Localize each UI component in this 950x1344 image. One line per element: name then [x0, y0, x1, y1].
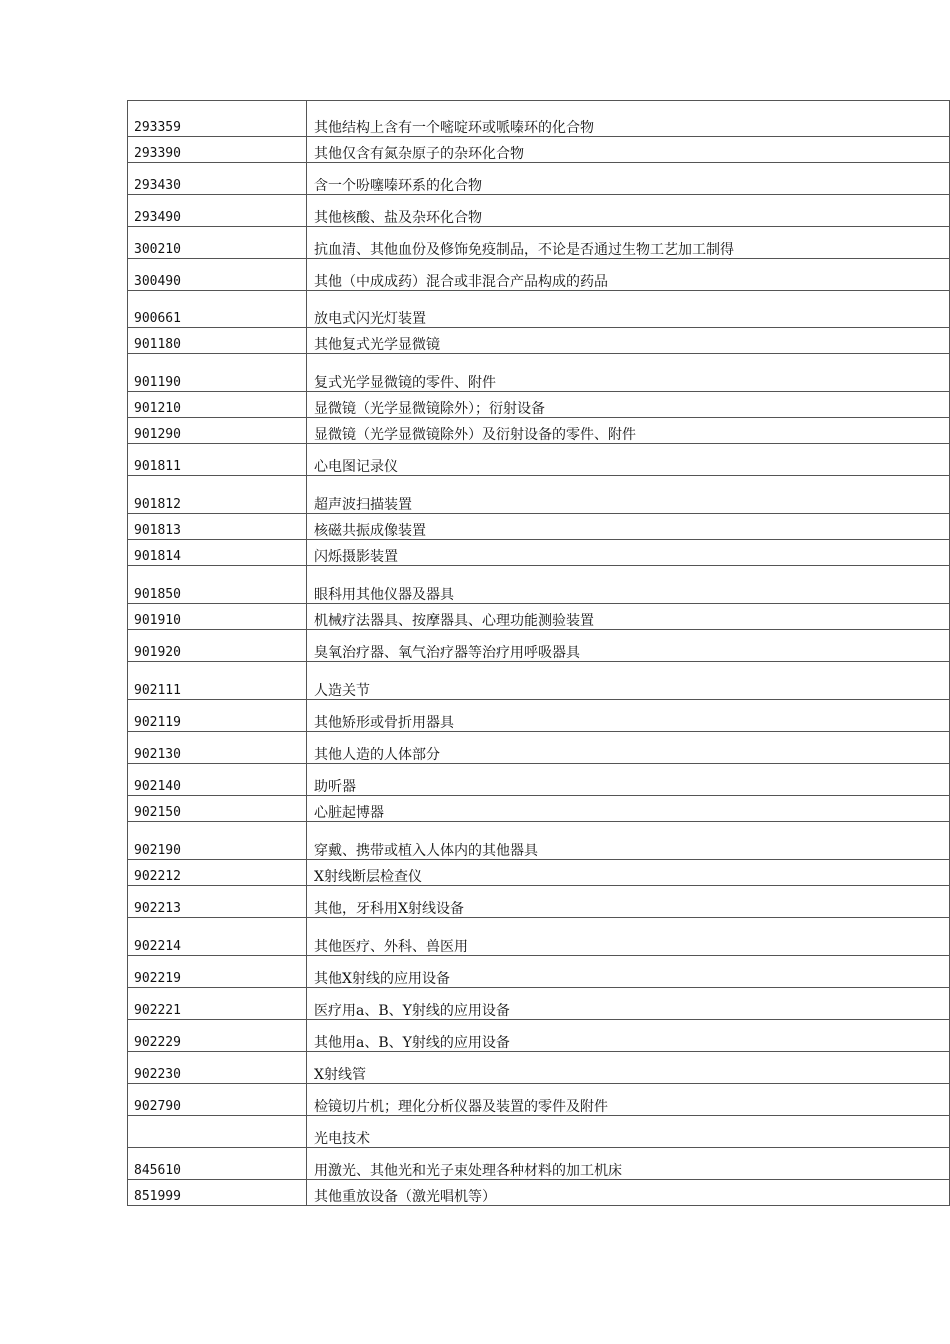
hs-code-cell: 901811	[128, 444, 307, 476]
description-cell: 其他（中成成药）混合或非混合产品构成的药品	[307, 259, 950, 291]
description-cell: 含一个吩噻嗪环系的化合物	[307, 163, 950, 195]
table-row	[128, 700, 950, 732]
hs-code-cell: 902229	[128, 1020, 307, 1052]
hs-code-cell: 902111	[128, 662, 307, 700]
description-cell: 核磁共振成像装置	[307, 514, 950, 540]
hs-code-cell: 902219	[128, 956, 307, 988]
table-row	[128, 328, 950, 354]
hs-code-cell: 300210	[128, 227, 307, 259]
table-row	[128, 918, 950, 956]
description-cell: 医疗用a、B、Y射线的应用设备	[307, 988, 950, 1020]
hs-code-cell: 901180	[128, 328, 307, 354]
table-row	[128, 137, 950, 163]
table-row	[128, 1084, 950, 1116]
table-row	[128, 796, 950, 822]
description-cell: 检镜切片机；理化分析仪器及装置的零件及附件	[307, 1084, 950, 1116]
description-cell: 显微镜（光学显微镜除外）及衍射设备的零件、附件	[307, 418, 950, 444]
table-row	[128, 354, 950, 392]
table-row	[128, 604, 950, 630]
hs-code-cell	[128, 1116, 307, 1148]
table-row	[128, 540, 950, 566]
description-cell: 其他重放设备（激光唱机等）	[307, 1180, 950, 1206]
table-row	[128, 988, 950, 1020]
table-row	[128, 1020, 950, 1052]
hs-code-cell: 902150	[128, 796, 307, 822]
description-cell: X射线管	[307, 1052, 950, 1084]
hs-code-cell: 901813	[128, 514, 307, 540]
description-cell: 穿戴、携带或植入人体内的其他器具	[307, 822, 950, 860]
table-row	[128, 566, 950, 604]
table-body	[128, 101, 950, 1206]
hs-code-cell: 293390	[128, 137, 307, 163]
description-cell: 人造关节	[307, 662, 950, 700]
table-row	[128, 476, 950, 514]
table-row	[128, 101, 950, 137]
tariff-code-table	[127, 100, 950, 1206]
description-cell: 其他医疗、外科、兽医用	[307, 918, 950, 956]
table-row	[128, 764, 950, 796]
hs-code-cell: 902190	[128, 822, 307, 860]
hs-code-cell: 902790	[128, 1084, 307, 1116]
hs-code-cell: 902221	[128, 988, 307, 1020]
table-row	[128, 1180, 950, 1206]
hs-code-cell: 902214	[128, 918, 307, 956]
description-cell: 其他X射线的应用设备	[307, 956, 950, 988]
hs-code-cell: 902119	[128, 700, 307, 732]
description-cell: 眼科用其他仪器及器具	[307, 566, 950, 604]
description-cell: 其他用a、B、Y射线的应用设备	[307, 1020, 950, 1052]
description-cell: 其他结构上含有一个嘧啶环或哌嗪环的化合物	[307, 101, 950, 137]
description-cell: 用激光、其他光和光子束处理各种材料的加工机床	[307, 1148, 950, 1180]
hs-code-cell: 900661	[128, 291, 307, 328]
description-cell: 其他核酸、盐及杂环化合物	[307, 195, 950, 227]
table-row	[128, 418, 950, 444]
table-row	[128, 956, 950, 988]
hs-code-cell: 901290	[128, 418, 307, 444]
description-cell: 复式光学显微镜的零件、附件	[307, 354, 950, 392]
description-cell: 光电技术	[307, 1116, 950, 1148]
description-cell: 超声波扫描装置	[307, 476, 950, 514]
description-cell: 机械疗法器具、按摩器具、心理功能测验装置	[307, 604, 950, 630]
table-row	[128, 822, 950, 860]
hs-code-cell: 902130	[128, 732, 307, 764]
description-cell: 其他复式光学显微镜	[307, 328, 950, 354]
hs-code-cell: 902212	[128, 860, 307, 886]
table-row	[128, 227, 950, 259]
table-row	[128, 1052, 950, 1084]
description-cell: X射线断层检查仪	[307, 860, 950, 886]
description-cell: 心脏起博器	[307, 796, 950, 822]
description-cell: 其他，牙科用X射线设备	[307, 886, 950, 918]
hs-code-cell: 901920	[128, 630, 307, 662]
hs-code-cell: 293490	[128, 195, 307, 227]
table-row	[128, 392, 950, 418]
table-row	[128, 1148, 950, 1180]
hs-code-cell: 901850	[128, 566, 307, 604]
description-cell: 其他人造的人体部分	[307, 732, 950, 764]
table-row	[128, 444, 950, 476]
hs-code-cell: 901190	[128, 354, 307, 392]
table-row	[128, 291, 950, 328]
table-row	[128, 1116, 950, 1148]
hs-code-cell: 845610	[128, 1148, 307, 1180]
description-cell: 助听器	[307, 764, 950, 796]
table-row	[128, 630, 950, 662]
table-row	[128, 514, 950, 540]
table-row	[128, 259, 950, 291]
description-cell: 心电图记录仪	[307, 444, 950, 476]
hs-code-cell: 901812	[128, 476, 307, 514]
hs-code-cell: 902213	[128, 886, 307, 918]
description-cell: 抗血清、其他血份及修饰免疫制品，不论是否通过生物工艺加工制得	[307, 227, 950, 259]
hs-code-cell: 293430	[128, 163, 307, 195]
table-row	[128, 195, 950, 227]
description-cell: 放电式闪光灯装置	[307, 291, 950, 328]
table-row	[128, 886, 950, 918]
hs-code-cell: 902140	[128, 764, 307, 796]
description-cell: 闪烁摄影装置	[307, 540, 950, 566]
hs-code-cell: 851999	[128, 1180, 307, 1206]
hs-code-cell: 902230	[128, 1052, 307, 1084]
description-cell: 臭氧治疗器、氧气治疗器等治疗用呼吸器具	[307, 630, 950, 662]
description-cell: 其他仅含有氮杂原子的杂环化合物	[307, 137, 950, 163]
table-row	[128, 163, 950, 195]
table-row	[128, 860, 950, 886]
hs-code-cell: 901910	[128, 604, 307, 630]
table-row	[128, 732, 950, 764]
hs-code-cell: 293359	[128, 101, 307, 137]
hs-code-cell: 901814	[128, 540, 307, 566]
description-cell: 显微镜（光学显微镜除外）；衍射设备	[307, 392, 950, 418]
hs-code-cell: 901210	[128, 392, 307, 418]
table-row	[128, 662, 950, 700]
hs-code-cell: 300490	[128, 259, 307, 291]
description-cell: 其他矫形或骨折用器具	[307, 700, 950, 732]
